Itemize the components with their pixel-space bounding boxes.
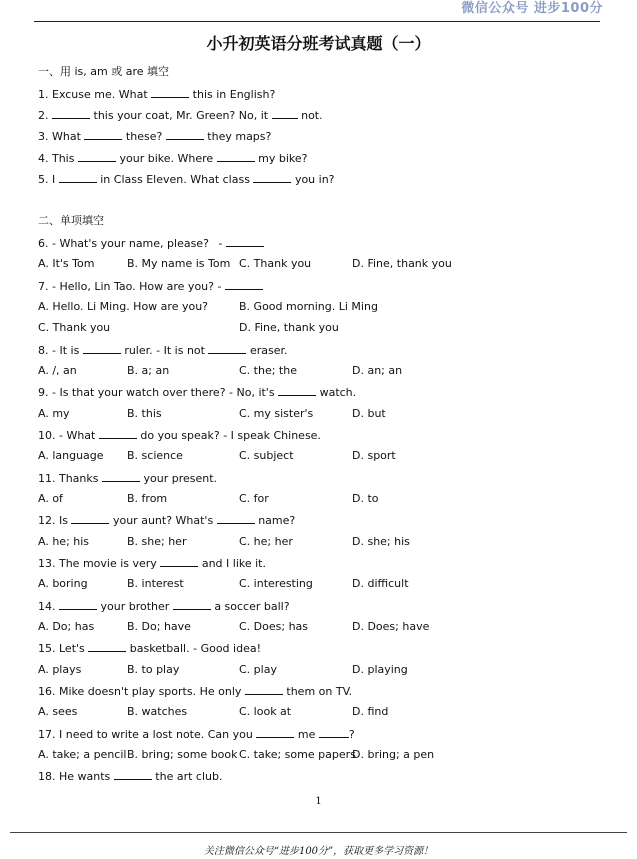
answer-blank (253, 172, 291, 183)
option-c: C. he; her (239, 535, 293, 548)
question-7: 7. - Hello, Lin Tao. How are you? - (38, 279, 263, 293)
answer-blank (245, 684, 283, 695)
option-b: B. Good morning. Li Ming (239, 300, 378, 313)
option-a: A. It's Tom (38, 257, 95, 270)
option-b: B. watches (127, 705, 188, 718)
page-number: 1 (315, 796, 322, 807)
answer-blank (173, 599, 211, 610)
option-c: C. take; some papers (239, 748, 356, 761)
question-12: 12. Is your aunt? What's name? (38, 514, 296, 527)
answer-blank (225, 279, 263, 290)
section-heading: 二、单项填空 (38, 214, 104, 227)
option-a: A. of (38, 492, 63, 505)
question-3: 3. What these? they maps? (38, 130, 272, 143)
question-9: 9. - Is that your watch over there? - No, it's watch. (38, 386, 357, 399)
option-b: B. interest (127, 577, 184, 590)
footer-text: 关注微信公众号“进步100分”，获取更多学习资源！ (203, 846, 434, 857)
option-d: D. find (352, 705, 389, 718)
answer-blank (71, 513, 109, 524)
option-d: D. Fine, thank you (239, 321, 339, 334)
answer-blank (52, 108, 90, 119)
answer-blank (84, 129, 122, 140)
answer-blank (278, 385, 316, 396)
answer-blank (208, 343, 246, 354)
page-title: 小升初英语分班考试真题（一） (206, 34, 431, 53)
answer-blank (256, 727, 294, 738)
option-d: D. to (352, 492, 379, 505)
option-a: A. boring (38, 577, 88, 590)
answer-blank (151, 87, 189, 98)
option-b: B. Do; have (127, 620, 191, 633)
option-a: A. language (38, 449, 104, 462)
option-a: A. my (38, 407, 70, 420)
option-c: C. interesting (239, 577, 313, 590)
option-a: A. /, an (38, 364, 77, 377)
option-c: C. play (239, 663, 277, 676)
question-2: 2. this your coat, Mr. Green? No, it not. (38, 109, 323, 122)
question-5: 5. I in Class Eleven. What class you in? (38, 173, 335, 186)
question-1: 1. Excuse me. What this in English? (38, 88, 276, 101)
question-8: 8. - It is ruler. - It is not eraser. (38, 344, 288, 357)
option-a: A. Do; has (38, 620, 95, 633)
option-c: C. Thank you (38, 321, 111, 334)
watermark-text: 微信公众号 进步100分 (461, 1, 603, 16)
option-d: D. she; his (352, 535, 410, 548)
option-d: D. bring; a pen (352, 748, 435, 761)
question-15: 15. Let's basketball. - Good idea! (38, 642, 261, 655)
option-d: D. but (352, 407, 386, 420)
answer-blank (83, 343, 121, 354)
option-a: A. sees (38, 705, 78, 718)
answer-blank (272, 108, 298, 119)
question-4: 4. This your bike. Where my bike? (38, 152, 308, 165)
question-11: 11. Thanks your present. (38, 472, 218, 485)
question-17: 17. I need to write a lost note. Can you me ? (38, 728, 355, 741)
option-d: D. an; an (352, 364, 403, 377)
option-a: A. take; a pencil (38, 748, 127, 761)
option-a: A. plays (38, 663, 82, 676)
option-b: B. My name is Tom (127, 257, 231, 270)
answer-blank (59, 599, 97, 610)
question-14: 14. your brother a soccer ball? (38, 600, 290, 613)
answer-blank (160, 556, 198, 567)
question-6: 6. - What's your name, please? - (38, 236, 264, 250)
answer-blank (59, 172, 97, 183)
question-10: 10. - What do you speak? - I speak Chinese. (38, 429, 321, 442)
option-c: C. for (239, 492, 269, 505)
answer-blank (226, 236, 264, 247)
answer-blank (114, 769, 152, 780)
header-rule (34, 21, 600, 22)
question-16: 16. Mike doesn't play sports. He only them on TV. (38, 685, 353, 698)
option-d: D. difficult (352, 577, 409, 590)
option-a: A. Hello. Li Ming. How are you? (38, 300, 209, 313)
option-c: C. subject (239, 449, 294, 462)
option-a: A. he; his (38, 535, 90, 548)
answer-blank (217, 513, 255, 524)
option-b: B. she; her (127, 535, 187, 548)
answer-blank (217, 151, 255, 162)
option-c: C. my sister's (239, 407, 314, 420)
option-c: C. Thank you (239, 257, 312, 270)
option-b: B. bring; some book (127, 748, 238, 761)
option-d: D. Does; have (352, 620, 430, 633)
option-b: B. science (127, 449, 183, 462)
answer-blank (166, 129, 204, 140)
option-b: B. from (127, 492, 168, 505)
option-c: C. Does; has (239, 620, 309, 633)
footer-rule (10, 832, 627, 833)
option-b: B. a; an (127, 364, 170, 377)
option-c: C. look at (239, 705, 292, 718)
answer-blank (319, 727, 349, 738)
question-13: 13. The movie is very and I like it. (38, 557, 266, 570)
question-18: 18. He wants the art club. (38, 770, 223, 783)
option-b: B. this (127, 407, 162, 420)
option-b: B. to play (127, 663, 180, 676)
option-d: D. sport (352, 449, 396, 462)
answer-blank (88, 641, 126, 652)
option-c: C. the; the (239, 364, 297, 377)
answer-blank (102, 471, 140, 482)
answer-blank (78, 151, 116, 162)
option-d: D. Fine, thank you (352, 257, 452, 270)
section-heading: 一、用 is, am 或 are 填空 (38, 65, 170, 78)
answer-blank (99, 428, 137, 439)
option-d: D. playing (352, 663, 408, 676)
